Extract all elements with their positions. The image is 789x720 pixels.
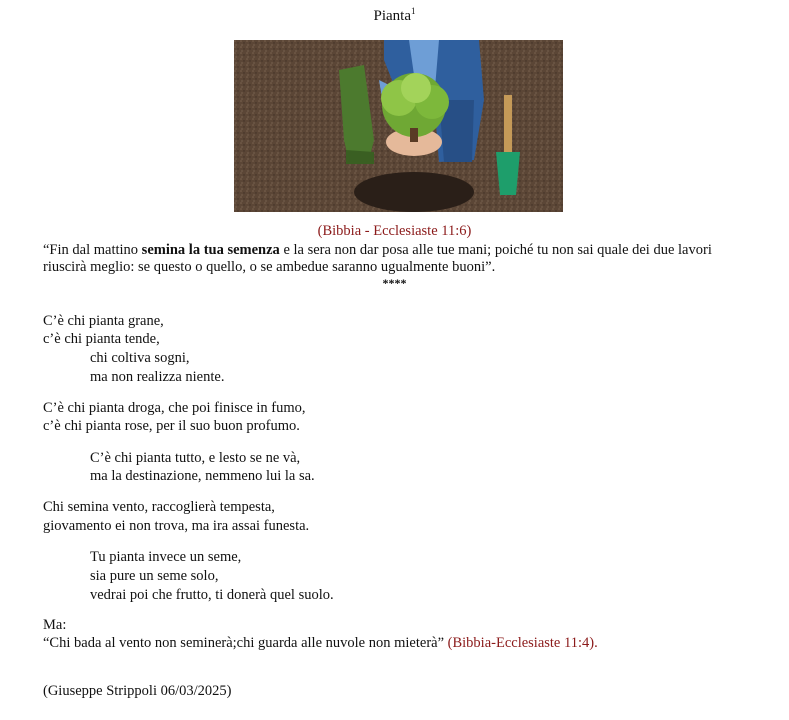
poem-line: sia pure un seme solo, bbox=[90, 568, 219, 584]
poem-line: ma non realizza niente. bbox=[90, 369, 225, 385]
citation-ecclesiaste-11-4: (Bibbia-Ecclesiaste 11:4) bbox=[447, 635, 595, 651]
citation-ecclesiaste-11-6: (Bibbia - Ecclesiaste 11:6) bbox=[317, 223, 472, 239]
planting-photo-illustration bbox=[234, 40, 563, 212]
planting-photo bbox=[234, 40, 563, 212]
quote-bold: semina la tua semenza bbox=[141, 242, 280, 258]
signature: (Giuseppe Strippoli 06/03/2025) bbox=[43, 683, 232, 699]
footnote-mark: 1 bbox=[411, 6, 416, 16]
poem-line: vedrai poi che frutto, ti donerà quel suolo. bbox=[90, 587, 334, 603]
page-title bbox=[0, 6, 789, 25]
poem-line: C’è chi pianta tutto, e lesto se ne và, bbox=[90, 450, 301, 466]
poem-line: Chi semina vento, raccoglierà tempesta, bbox=[43, 499, 275, 515]
poem-line: Tu pianta invece un seme, bbox=[90, 549, 242, 565]
closing-quote-line bbox=[43, 634, 598, 652]
poem-line: ma la destinazione, nemmeno lui la sa. bbox=[90, 468, 315, 484]
poem-line: chi coltiva sogni, bbox=[90, 350, 190, 366]
title-text: Pianta bbox=[373, 8, 411, 24]
quote-rest: e la sera non dar posa alle tue mani; poiché tu non sai quale dei due lavori riuscirà meglio: se questo o quello, o se ambedue saranno ugualmente buoni”. bbox=[43, 242, 712, 275]
poem-line: c’è chi pianta rose, per il suo buon profumo. bbox=[43, 418, 300, 434]
closing-quote: “Chi bada al vento non seminerà;chi guarda alle nuvole non mieterà” bbox=[43, 635, 445, 651]
closing-intro: Ma: bbox=[43, 617, 67, 633]
bible-quote bbox=[43, 242, 758, 276]
poem-line: c’è chi pianta tende, bbox=[43, 331, 160, 347]
poem-line: C’è chi pianta grane, bbox=[43, 313, 164, 329]
poem-line: giovamento ei non trova, ma ira assai funesta. bbox=[43, 518, 310, 534]
quote-open: “Fin dal mattino bbox=[43, 242, 142, 258]
closing-end: . bbox=[594, 635, 598, 651]
poem-line: C’è chi pianta droga, che poi finisce in fumo, bbox=[43, 400, 306, 416]
separator: **** bbox=[382, 276, 407, 290]
